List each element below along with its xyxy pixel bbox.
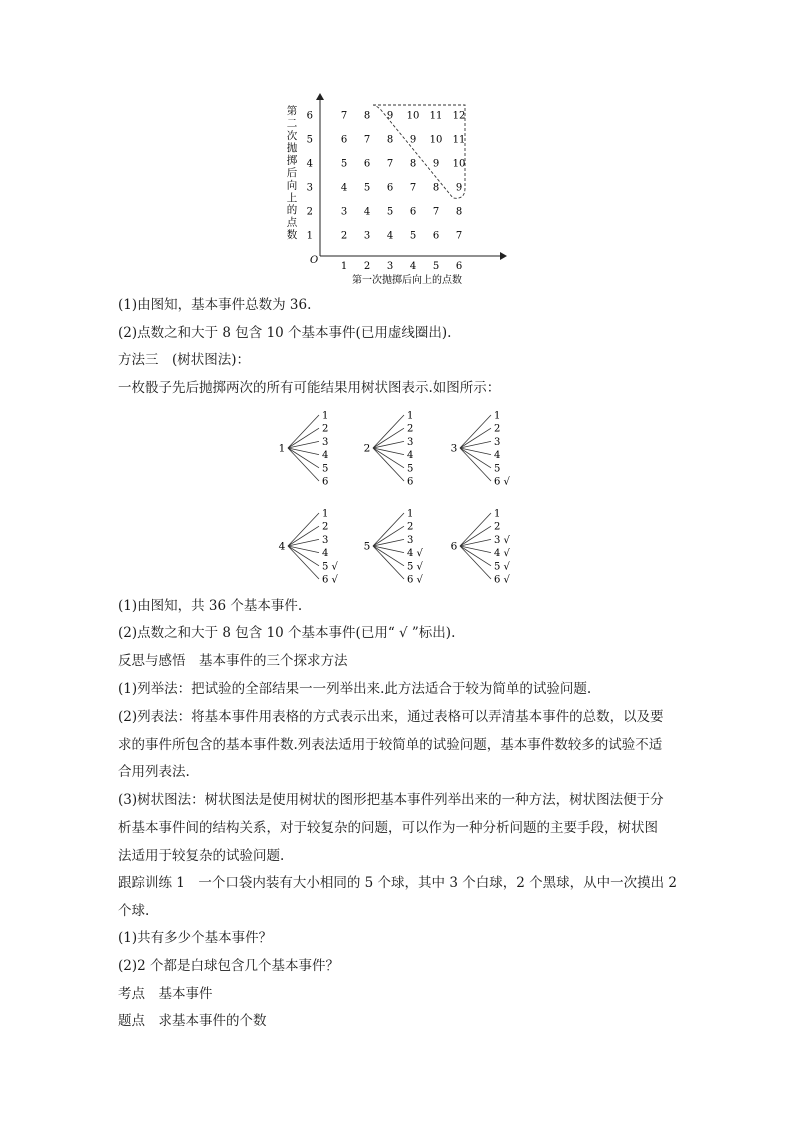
grid-cell-value: 8 [432,182,440,194]
tree-root-label: 3 [450,442,458,455]
tree-leaf-label: 6 √ [407,574,423,586]
method-enumeration: (1)列举法：把试验的全部结果一一列举出来.此方法适合于较为简单的试验问题. [118,681,592,697]
method-tree-line3: 法适用于较复杂的试验问题. [118,848,285,864]
tree-leaf-label: 5 [407,463,414,475]
grid-cell-value: 5 [386,206,394,218]
tree-leaf-label: 5 [322,463,329,475]
x-axis-label: 第一次抛掷后向上的点数 [352,275,462,286]
tree-leaf-label: 6 √ [322,574,338,586]
exercise-question-1: (1)共有多少个基本事件？ [118,930,273,946]
grid-cell-value: 5 [409,230,417,242]
tree-root-label: 5 [363,540,371,553]
tree-diagram-svg [270,404,530,590]
x-tick-label: 2 [363,261,371,272]
tree-leaf-label: 3 [322,534,329,546]
tree-leaf-label: 2 [407,521,414,533]
tree-leaf-label: 3 [322,436,329,448]
grid-cell-value: 11 [452,134,466,146]
tree-leaf-label: 2 [322,521,329,533]
y-axis-label-char: 后 [286,167,298,179]
tree-leaf-label: 1 [494,508,501,520]
grid-cell-value: 7 [340,110,348,122]
line-sum-greater-8-tree: (2)点数之和大于 8 包含 10 个基本事件(已用“ √ ”标出). [118,625,456,641]
tree-root-label: 4 [278,540,286,553]
y-tick-label: 5 [306,134,313,146]
grid-cell-value: 5 [363,182,371,194]
grid-cell-value: 6 [386,182,394,194]
tree-root-label: 6 [450,540,458,553]
y-axis-label-char: 掷 [286,154,298,167]
tree-leaf-label: 5 √ [322,561,338,573]
grid-cell-value: 9 [409,134,417,146]
grid-cell-value: 4 [363,206,371,218]
grid-cell-value: 6 [340,134,348,146]
tree-leaf-label: 2 [407,423,414,435]
y-axis-label-char: 向 [286,179,298,192]
tree-root-label: 1 [278,442,286,455]
tree-5 [364,509,424,586]
grid-cell-value: 7 [409,182,417,194]
grid-cell-value: 3 [340,206,348,218]
y-tick-label: 3 [306,182,313,194]
line-total-events-tree: (1)由图知，共 36 个基本事件. [118,598,303,614]
y-axis-label-char: 第 [286,105,298,117]
method-table-line2: 求的事件所包含的基本事件数.列表法适用于较简单的试验问题，基本事件数较多的试验不适 [118,737,663,753]
tree-leaf-label: 1 [494,410,501,422]
x-tick-label: 4 [409,261,417,272]
y-axis-arrow [316,93,324,100]
method-table-line3: 合用列表法. [118,764,190,780]
tree-4 [279,509,339,586]
tree-leaf-label: 5 √ [407,561,423,573]
tree-leaf-label: 3 √ [494,534,510,546]
tree-leaf-label: 5 [494,463,501,475]
tree-leaf-label: 4 [494,450,501,462]
tree-leaf-label: 4 √ [407,548,423,560]
grid-cell-value: 6 [363,158,371,170]
grid-cell-value: 4 [340,182,348,194]
tree-2 [364,411,414,488]
y-axis-label-char: 次 [286,129,298,142]
y-tick-label: 6 [306,110,313,122]
tree-intro-text: 一枚骰子先后抛掷两次的所有可能结果用树状图表示.如图所示： [118,380,501,396]
reflection-heading: 反思与感悟 基本事件的三个探求方法 [118,653,348,669]
question-point: 题点 求基本事件的个数 [118,1013,267,1029]
grid-cell-value: 2 [340,230,348,242]
grid-cell-value: 6 [409,206,417,218]
method-tree-line1: (3)树状图法：树状图法是使用树状的图形把基本事件列举出来的一种方法，树状图法便于分 [118,792,664,808]
grid-cell-value: 8 [386,134,394,146]
grid-cell-value: 12 [452,110,466,122]
tree-leaf-label: 4 [322,450,329,462]
x-axis-arrow [500,252,507,260]
exercise-line2: 个球. [118,903,150,919]
y-axis-label-char: 数 [286,229,298,241]
grid-cell-value: 10 [429,134,443,146]
y-axis-label-char: 抛 [286,142,298,155]
tree-diagram-figure [270,404,530,590]
x-tick-label: 1 [340,261,348,272]
tree-leaf-label: 6 √ [494,574,510,586]
x-tick-label: 3 [386,261,394,272]
tree-leaf-label: 5 √ [494,561,510,573]
method-three-heading: 方法三 (树状图法)： [118,352,251,368]
method-table-line1: (2)列表法：将基本事件用表格的方式表示出来，通过表格可以弄清基本事件的总数，以及要 [118,709,664,725]
tree-root-label: 2 [363,442,371,455]
grid-cell-value: 4 [386,230,394,242]
grid-cell-value: 8 [409,158,417,170]
grid-cell-value: 9 [455,182,463,194]
y-tick-label: 1 [306,230,313,242]
exam-point: 考点 基本事件 [118,986,213,1002]
y-tick-label: 4 [306,158,313,170]
tree-1 [279,411,329,488]
tree-leaf-label: 2 [494,423,501,435]
tree-leaf-label: 6 [407,476,414,488]
line-sum-greater-8-grid: (2)点数之和大于 8 包含 10 个基本事件(已用虚线圈出). [118,325,452,341]
tree-leaf-label: 4 √ [494,548,510,560]
tree-leaf-label: 6 √ [494,476,510,488]
grid-cell-value: 11 [429,110,443,122]
grid-cell-value: 8 [363,110,371,122]
grid-cell-value: 8 [455,206,463,218]
y-axis-label-char: 的 [286,204,298,217]
sum-grid-svg [280,92,510,292]
grid-cell-value: 6 [432,230,440,242]
tree-leaf-label: 1 [407,410,414,422]
grid-cell-value: 9 [432,158,440,170]
grid-cell-value: 10 [406,110,420,122]
tree-leaf-label: 1 [322,410,329,422]
grid-cell-value: 7 [363,134,371,146]
x-tick-label: 6 [455,261,463,272]
tree-leaf-label: 1 [407,508,414,520]
method-tree-line2: 析基本事件间的结构关系，对于较复杂的问题，可以作为一种分析问题的主要手段，树状图 [118,820,658,836]
tree-leaf-label: 4 [322,548,329,560]
tree-leaf-label: 4 [407,450,414,462]
tree-6 [451,509,511,586]
tree-leaf-label: 6 [322,476,329,488]
tree-leaf-label: 2 [322,423,329,435]
tree-leaf-label: 2 [494,521,501,533]
tree-leaf-label: 3 [407,534,414,546]
grid-cell-value: 7 [386,158,394,170]
y-axis-label-char: 上 [286,191,298,204]
tree-3 [451,411,511,488]
tree-leaf-label: 3 [407,436,414,448]
grid-cell-value: 5 [340,158,348,170]
x-tick-label: 5 [432,261,440,272]
grid-cell-value: 7 [432,206,440,218]
exercise-line1: 跟踪训练 1 一个口袋内装有大小相同的 5 个球，其中 3 个白球，2 个黑球，从中一次摸出 2 [118,875,677,891]
tree-leaf-label: 1 [322,508,329,520]
y-tick-label: 2 [306,206,313,218]
sum-grid-figure [280,92,510,292]
exercise-question-2: (2)2 个都是白球包含几个基本事件？ [118,958,340,974]
tree-leaf-label: 3 [494,436,501,448]
grid-cell-value: 9 [386,110,394,122]
grid-cell-value: 7 [455,230,463,242]
line-total-events-grid: (1)由图知，基本事件总数为 36. [118,297,312,313]
grid-cell-value: 10 [452,158,466,170]
grid-cell-value: 3 [363,230,371,242]
y-axis-label-char: 二 [286,117,298,130]
origin-label: O [310,255,319,266]
y-axis-label-char: 点 [286,216,298,229]
